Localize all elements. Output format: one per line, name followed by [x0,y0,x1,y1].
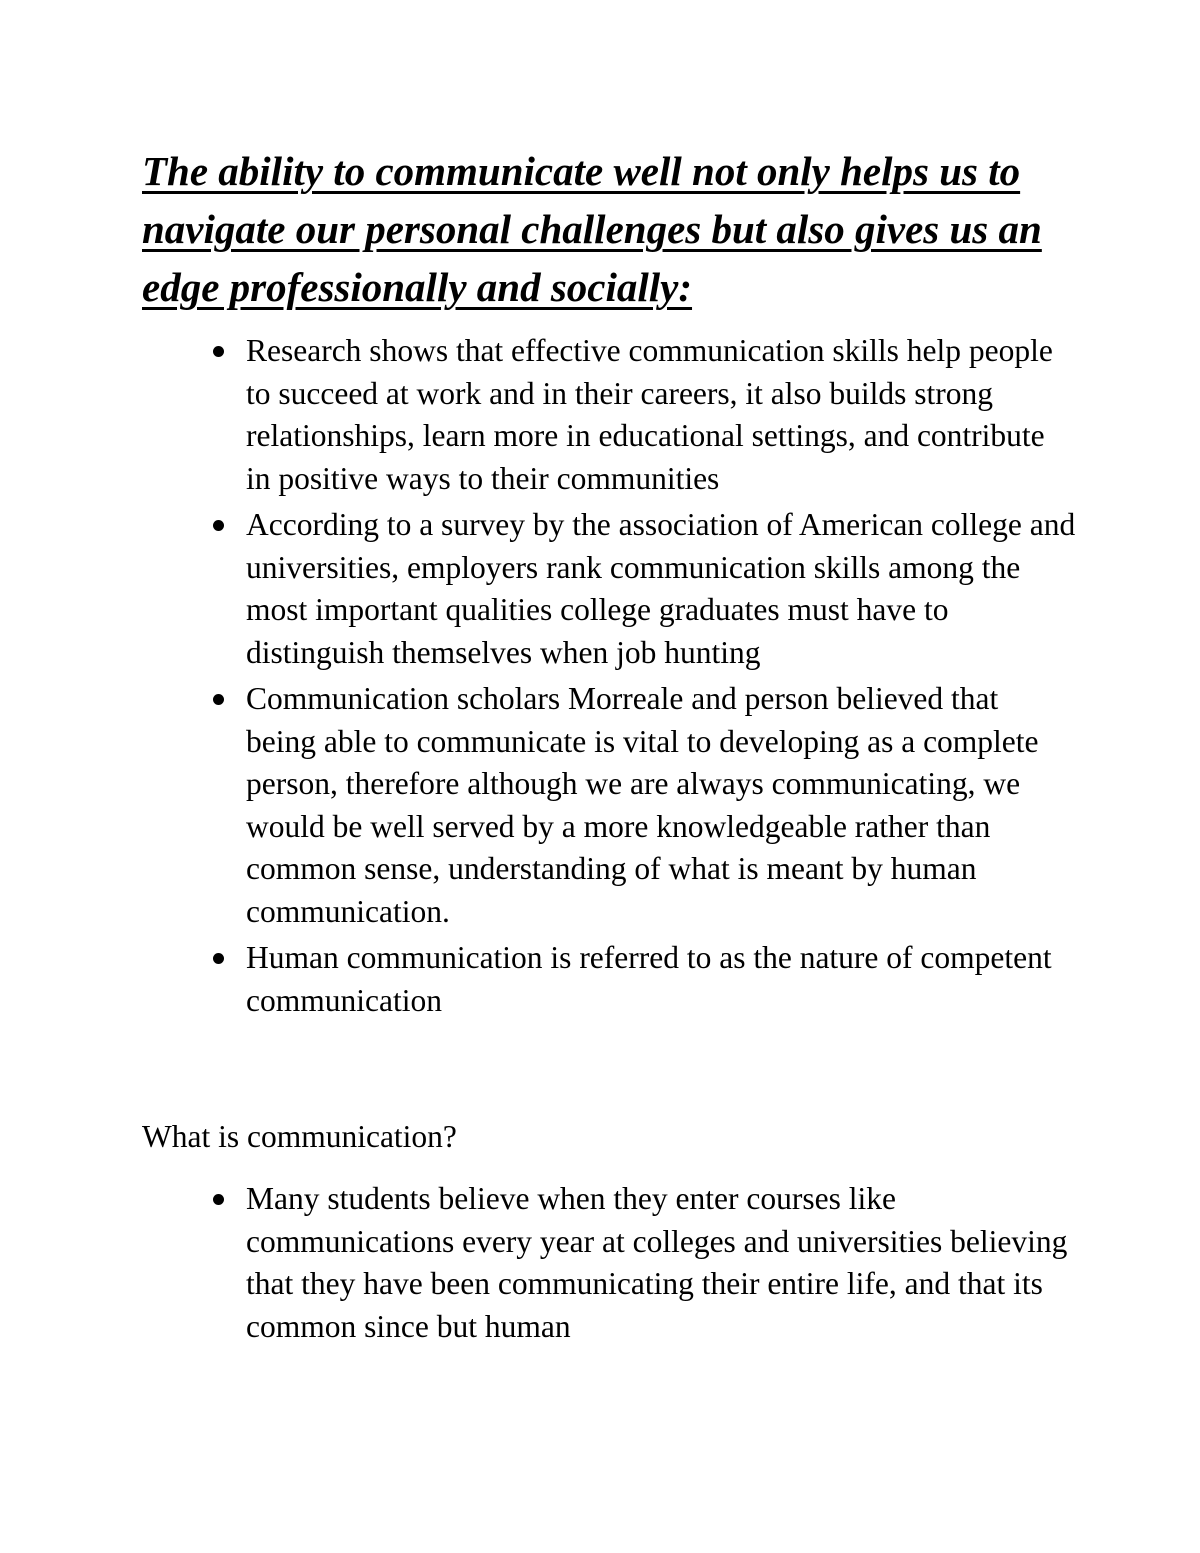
bullet-item [246,504,1076,674]
bullet-item [246,330,1076,500]
section-question: What is communication? [142,1119,457,1154]
bullet-text: Many students believe when they enter courses like communications every year at colleges and universities believing that they have been communicating their entire life, and that its common since but human [246,1181,1068,1344]
bullet-item [246,937,1076,1022]
bullet-list-intro [246,330,1076,1026]
bullet-icon [213,520,224,531]
bullet-text: Communication scholars Morreale and person believed that being able to communicate is vital to developing as a complete person, therefore although we are always communicating, we would be well served by a more knowledgeable rather than common sense, understanding of what is meant by human communication. [246,681,1039,929]
bullet-icon [213,346,224,357]
bullet-item [246,678,1076,933]
bullet-item [246,1178,1076,1348]
bullet-icon [213,694,224,705]
bullet-text: Research shows that effective communication skills help people to succeed at work and in their careers, it also builds strong relationships, learn more in educational settings, and contribute in positive ways to their communities [246,333,1053,496]
document-heading: The ability to communicate well not only helps us to navigate our personal challenges but also gives us an edge professionally and socially: [142,148,1042,310]
bullet-icon [213,1194,224,1205]
bullet-text: According to a survey by the association of American college and universities, employers rank communication skills among the most important qualities college graduates must have to distinguish themselves when job hunting [246,507,1076,670]
bullet-text: Human communication is referred to as the nature of competent communication [246,940,1052,1018]
bullet-icon [213,953,224,964]
bullet-list-definition [246,1178,1076,1352]
